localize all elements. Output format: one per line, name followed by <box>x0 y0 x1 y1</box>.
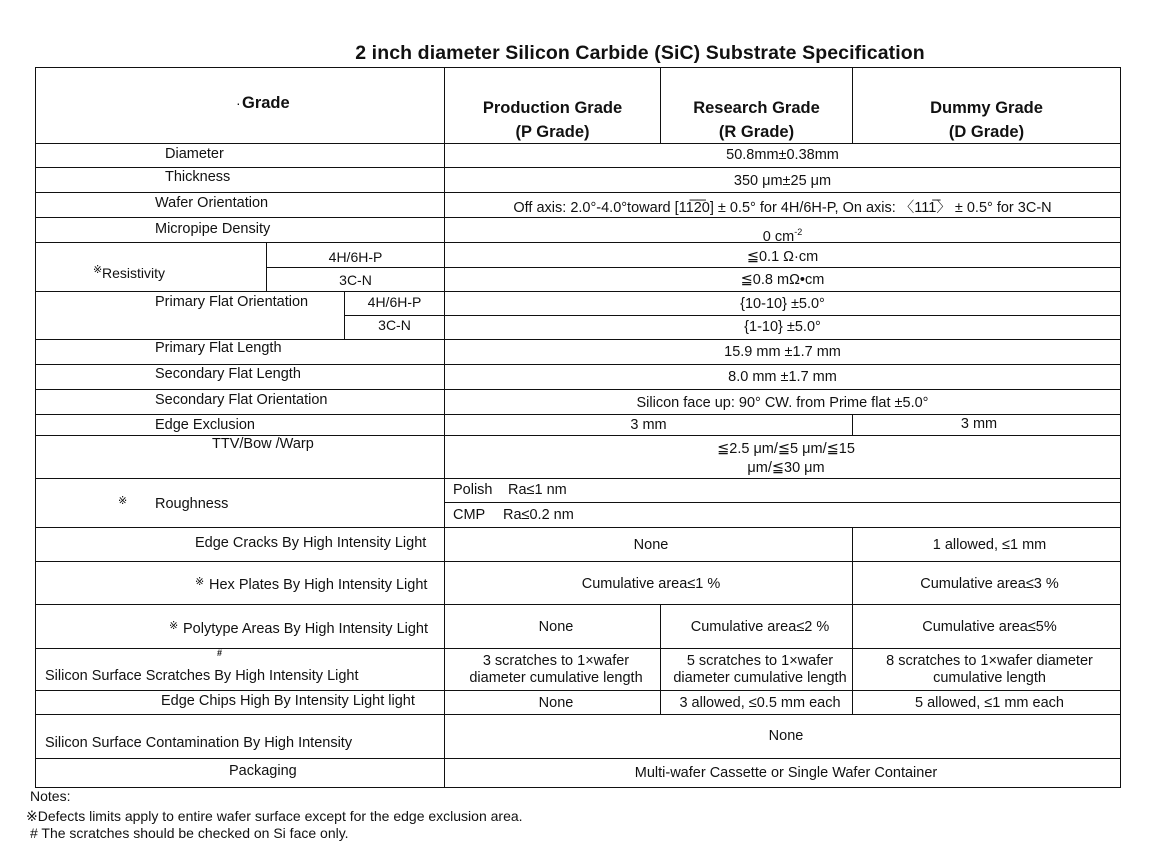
row-line <box>35 389 1121 390</box>
polytype-d: Cumulative area≤5% <box>922 619 1057 635</box>
hex-plates-pr: Cumulative area≤1 % <box>581 576 721 592</box>
roughness-cmp-value: Ra≤0.2 nm <box>503 507 574 523</box>
row-line <box>35 364 1121 365</box>
resistivity-sub-4h6h: 4H/6H-P <box>328 249 383 265</box>
ttv-value-line2: μm/≦30 μm <box>747 460 825 476</box>
row-line <box>267 267 1121 268</box>
resistivity-val-4h6h: ≦0.1 Ω·cm <box>746 249 819 265</box>
edge-cracks-label: Edge Cracks By High Intensity Light <box>195 535 427 551</box>
row-line <box>445 502 1121 503</box>
secondary-flat-length-value: 8.0 mm ±1.7 mm <box>728 369 837 385</box>
micropipe-exponent: -2 <box>794 227 803 237</box>
table-border-top <box>35 67 1121 68</box>
thickness-label: Thickness <box>165 169 231 185</box>
table-border-left <box>35 67 36 788</box>
polytype-label: Polytype Areas By High Intensity Light <box>183 621 429 637</box>
row-line <box>35 217 1121 218</box>
polytype-p: None <box>538 619 574 635</box>
pfo-val-4h6h: {10-10} ±5.0° <box>740 296 825 312</box>
roughness-cmp: CMP <box>453 507 486 523</box>
research-grade-line1: Research Grade <box>693 99 820 117</box>
polytype-r: Cumulative area≤2 % <box>690 619 830 635</box>
hex-plates-label: Hex Plates By High Intensity Light <box>209 577 428 593</box>
pfo-sub-3c: 3C-N <box>378 317 411 333</box>
secondary-flat-orientation-value: Silicon face up: 90° CW. from Prime flat ±5.0° <box>636 395 929 411</box>
scratches-d-line2: cumulative length <box>933 670 1046 686</box>
edge-exclusion-pr: 3 mm <box>630 417 667 433</box>
row-line <box>35 192 1121 193</box>
row-line <box>35 690 1121 691</box>
wafer-orientation-label: Wafer Orientation <box>155 195 269 211</box>
scratches-p-line2: diameter cumulative length <box>469 670 643 686</box>
research-grade-header <box>661 96 852 144</box>
primary-flat-length-label: Primary Flat Length <box>155 340 282 356</box>
diameter-value: 50.8mm±0.38mm <box>726 147 839 163</box>
row-line <box>35 648 1121 649</box>
pfo-val-3c: {1-10} ±5.0° <box>744 319 821 335</box>
edge-chips-d: 5 allowed, ≤1 mm each <box>914 695 1064 711</box>
secondary-flat-orientation-label: Secondary Flat Orientation <box>155 392 328 408</box>
micropipe-value <box>445 224 1120 246</box>
row-line <box>35 561 1121 562</box>
thickness-value: 350 μm±25 μm <box>733 173 832 189</box>
edge-cracks-pr: None <box>633 537 669 553</box>
micropipe-value-text: 0 cm <box>762 228 795 245</box>
secondary-flat-length-label: Secondary Flat Length <box>155 366 301 382</box>
ttv-value-line1: ≦2.5 μm/≦5 μm/≦15 <box>717 441 855 457</box>
row-line <box>35 478 1121 479</box>
grade-dot: · <box>236 95 241 111</box>
row-line <box>35 604 1121 605</box>
hex-plates-d: Cumulative area≤3 % <box>920 576 1059 592</box>
edge-chips-label: Edge Chips High By Intensity Light light <box>161 693 415 709</box>
resistivity-label: Resistivity <box>102 265 166 281</box>
scratches-d <box>853 653 1126 687</box>
primary-flat-length-value: 15.9 mm ±1.7 mm <box>724 344 841 360</box>
scratches-p-line1: 3 scratches to 1×wafer <box>482 653 630 669</box>
row-line <box>35 714 1121 715</box>
scratches-r <box>661 653 859 687</box>
row-line <box>35 291 1121 292</box>
scratches-r-line1: 5 scratches to 1×wafer <box>686 653 834 669</box>
resistivity-sub-3c: 3C-N <box>339 272 372 288</box>
row-line <box>35 527 1121 528</box>
roughness-label: Roughness <box>155 496 229 512</box>
contamination-label: Silicon Surface Contamination By High Intensity <box>45 735 353 751</box>
wafer-orientation-value: Off axis: 2.0°-4.0°toward [11̅2̅0] ± 0.5° for 4H/6H-P, On axis: 〈111̅〉 ± 0.5° for 3C-N <box>513 200 1052 216</box>
roughness-mark: ※ <box>118 495 128 507</box>
edge-chips-r: 3 allowed, ≤0.5 mm each <box>679 695 841 711</box>
primary-flat-orientation-label: Primary Flat Orientation <box>155 294 309 310</box>
document-title: 2 inch diameter Silicon Carbide (SiC) Substrate Specification <box>355 42 925 64</box>
scratches-p <box>445 653 667 687</box>
pfo-sub-4h6h: 4H/6H-P <box>367 294 422 310</box>
scratches-mark: # <box>217 648 223 658</box>
row-line <box>35 167 1121 168</box>
hex-plates-mark: ※ <box>195 576 205 588</box>
contamination-value: None <box>768 728 804 744</box>
row-line <box>35 414 1121 415</box>
table-border-bottom <box>35 787 1121 788</box>
row-line <box>35 758 1121 759</box>
note-defects: ※Defects limits apply to entire wafer surface except for the edge exclusion area. <box>26 808 523 824</box>
scratches-label: Silicon Surface Scratches By High Intensity Light <box>45 668 359 684</box>
dummy-grade-line1: Dummy Grade <box>930 99 1043 117</box>
scratches-r-line2: diameter cumulative length <box>673 670 847 686</box>
research-grade-line2: (R Grade) <box>718 123 795 141</box>
production-grade-header <box>445 96 660 144</box>
edge-exclusion-d: 3 mm <box>960 416 998 432</box>
edge-exclusion-label: Edge Exclusion <box>155 417 255 433</box>
resistivity-mark: ※ <box>93 264 103 276</box>
polytype-mark: ※ <box>169 620 179 632</box>
production-grade-line1: Production Grade <box>482 99 623 117</box>
packaging-label: Packaging <box>229 763 297 779</box>
ttv-label: TTV/Bow /Warp <box>212 436 314 452</box>
row-line <box>345 315 1121 316</box>
resistivity-val-3c: ≦0.8 mΩ•cm <box>740 272 825 288</box>
roughness-polish-value: Ra≤1 nm <box>508 482 567 498</box>
row-line <box>35 435 1121 436</box>
edge-cracks-d: 1 allowed, ≤1 mm <box>932 537 1047 553</box>
edge-chips-p: None <box>538 695 574 711</box>
production-grade-line2: (P Grade) <box>515 123 590 141</box>
note-scratches: # The scratches should be checked on Si face only. <box>30 825 349 841</box>
micropipe-label: Micropipe Density <box>155 221 271 237</box>
dummy-grade-line2: (D Grade) <box>948 123 1025 141</box>
notes-heading: Notes: <box>30 788 71 804</box>
diameter-label: Diameter <box>165 146 224 162</box>
grade-header: Grade <box>242 94 290 112</box>
roughness-polish: Polish <box>453 482 493 498</box>
scratches-d-line1: 8 scratches to 1×wafer diameter <box>886 653 1093 669</box>
dummy-grade-header <box>853 96 1120 144</box>
packaging-value: Multi-wafer Cassette or Single Wafer Container <box>634 765 938 781</box>
